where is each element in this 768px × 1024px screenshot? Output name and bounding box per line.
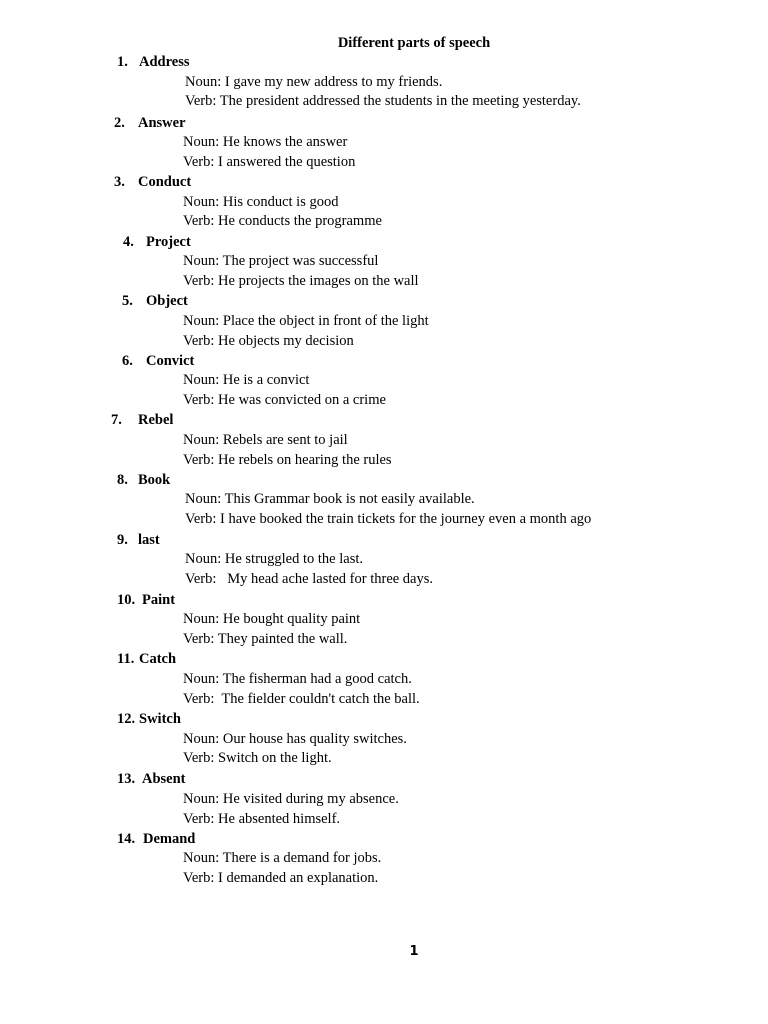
entry-number: 4. — [123, 234, 134, 250]
entry-number: 1. — [117, 54, 128, 70]
noun-example: Noun: Our house has quality switches. — [183, 731, 407, 747]
entry-number: 10. — [117, 592, 136, 608]
verb-example: Verb: He projects the images on the wall — [183, 273, 419, 289]
entry-number: 13. — [117, 771, 136, 787]
noun-example: Noun: He bought quality paint — [183, 611, 361, 627]
noun-example: Noun: His conduct is good — [183, 194, 339, 210]
entry-word: Switch — [139, 711, 181, 727]
entry-word: Rebel — [138, 412, 174, 428]
entry-word: Project — [146, 234, 191, 250]
verb-example: Verb: My head ache lasted for three days. — [185, 571, 434, 587]
noun-example: Noun: He is a convict — [183, 372, 310, 388]
noun-example: Noun: He visited during my absence. — [183, 791, 399, 807]
noun-example: Noun: Rebels are sent to jail — [183, 432, 348, 448]
entry-number: 8. — [117, 472, 128, 488]
noun-example: Noun: Place the object in front of the light — [183, 313, 429, 329]
verb-example: Verb: They painted the wall. — [183, 631, 348, 647]
verb-example: Verb: Switch on the light. — [183, 750, 332, 766]
noun-example: Noun: He knows the answer — [183, 134, 348, 150]
noun-example: Noun: He struggled to the last. — [185, 551, 364, 567]
entry-number: 3. — [114, 174, 125, 190]
entry-word: Address — [139, 54, 190, 70]
entry-word: last — [138, 532, 160, 548]
entry-word: Book — [138, 472, 171, 488]
verb-example: Verb: The president addressed the students in the meeting yesterday. — [185, 93, 581, 109]
verb-example: Verb: I have booked the train tickets for the journey even a month ago — [185, 511, 592, 527]
noun-example: Noun: There is a demand for jobs. — [183, 850, 382, 866]
entry-word: Object — [146, 293, 188, 309]
noun-example: Noun: The project was successful — [183, 253, 379, 269]
verb-example: Verb: He objects my decision — [183, 333, 354, 349]
entry-word: Conduct — [138, 174, 192, 190]
entry-number: 7. — [111, 412, 122, 428]
entry-word: Paint — [142, 592, 176, 608]
entry-word: Answer — [138, 115, 186, 131]
verb-example: Verb: I demanded an explanation. — [183, 870, 379, 886]
entry-number: 2. — [114, 115, 125, 131]
entry-number: 9. — [117, 532, 128, 548]
verb-example: Verb: The fielder couldn't catch the ball. — [183, 691, 420, 707]
verb-example: Verb: He was convicted on a crime — [183, 392, 386, 408]
entry-number: 5. — [122, 293, 133, 309]
entry-word: Demand — [143, 831, 196, 847]
verb-example: Verb: I answered the question — [183, 154, 356, 170]
noun-example: Noun: I gave my new address to my friends. — [185, 74, 443, 90]
page-number: 1 — [409, 944, 419, 959]
entry-number: 11. — [117, 651, 135, 667]
noun-example: Noun: The fisherman had a good catch. — [183, 671, 412, 687]
entry-word: Absent — [142, 771, 186, 787]
entry-word: Convict — [146, 353, 195, 369]
verb-example: Verb: He conducts the programme — [183, 213, 382, 229]
entry-number: 12. — [117, 711, 136, 727]
entry-number: 6. — [122, 353, 133, 369]
verb-example: Verb: He absented himself. — [183, 811, 341, 827]
document-title: Different parts of speech — [337, 35, 491, 51]
noun-example: Noun: This Grammar book is not easily available. — [185, 491, 475, 507]
entry-number: 14. — [117, 831, 136, 847]
verb-example: Verb: He rebels on hearing the rules — [183, 452, 392, 468]
entry-word: Catch — [139, 651, 177, 667]
